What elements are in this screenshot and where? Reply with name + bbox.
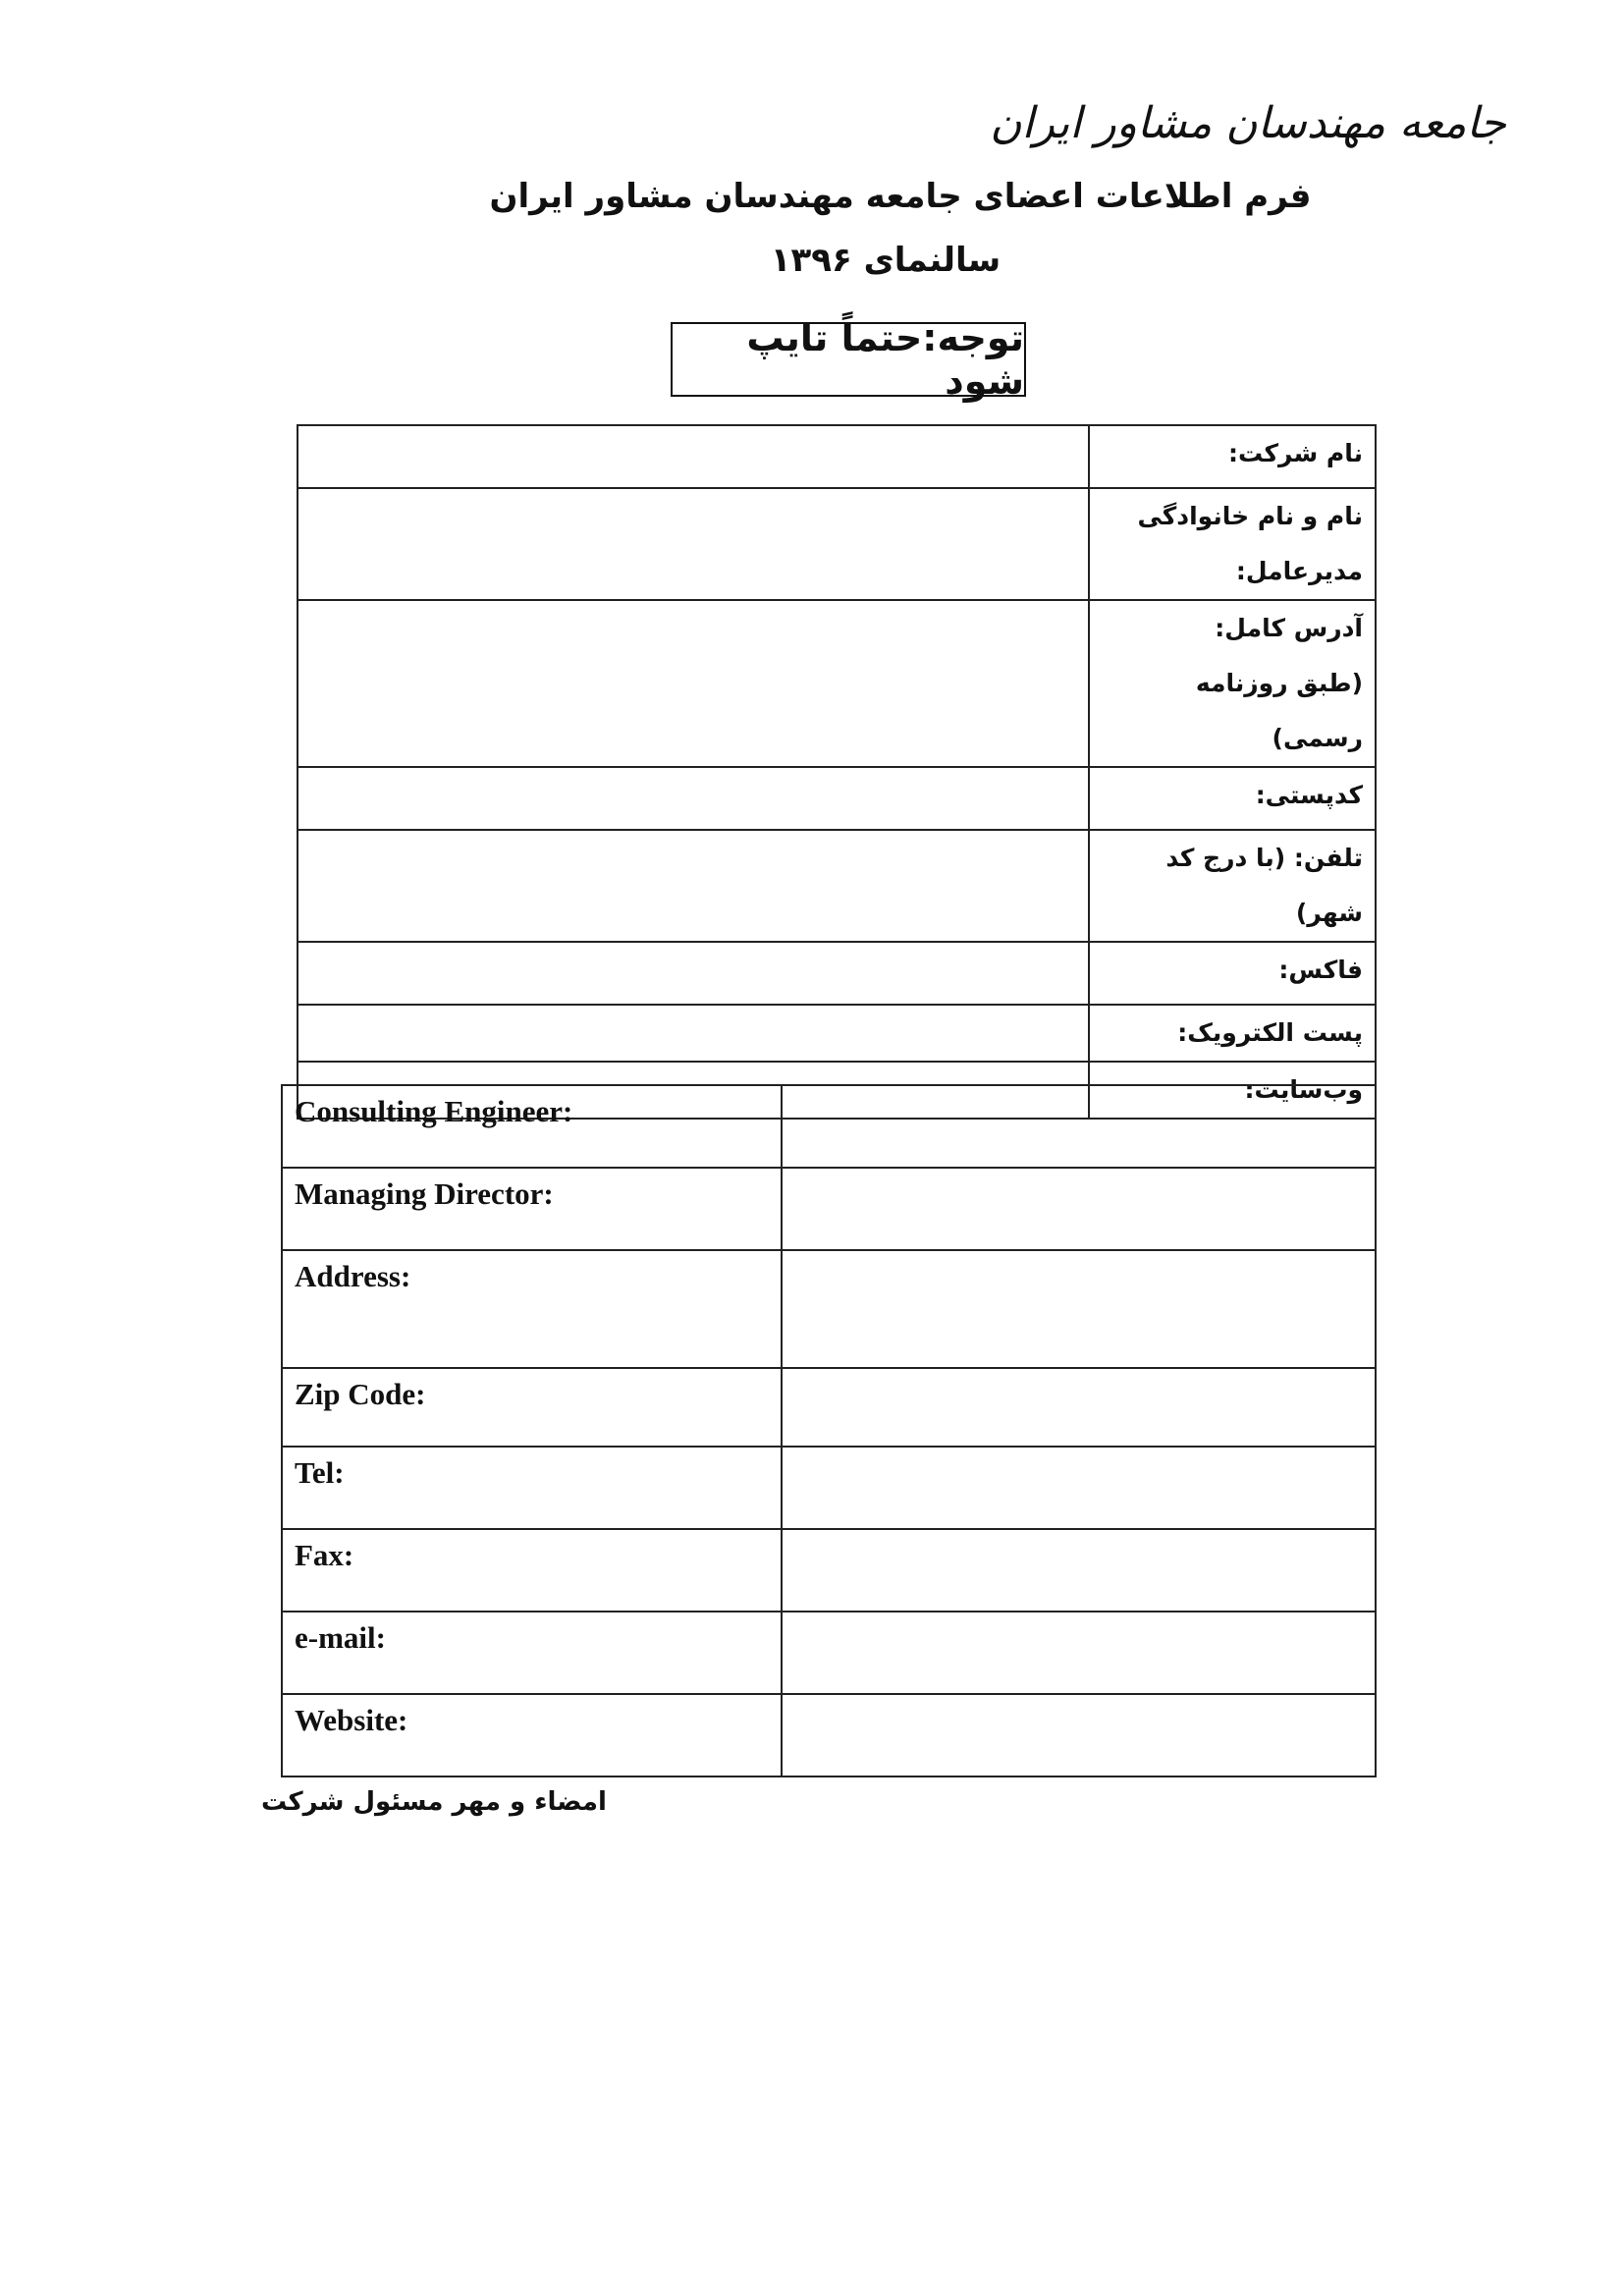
- typing-notice-box: توجه:حتماً تایپ شود: [671, 322, 1026, 397]
- tel-label: [282, 1447, 782, 1529]
- email-label: [1089, 1005, 1376, 1062]
- ceo-name-label: [1089, 488, 1376, 600]
- table-row: [298, 942, 1376, 1005]
- table-row: [282, 1168, 1376, 1250]
- fax-label-text: فاکس:: [1278, 956, 1363, 984]
- consulting-engineer-field[interactable]: [782, 1085, 1376, 1168]
- full-address-label-line2: (طبق روزنامه رسمی): [1195, 669, 1363, 752]
- table-row: [282, 1085, 1376, 1168]
- phone-field[interactable]: [298, 830, 1089, 942]
- website-en-field[interactable]: [782, 1694, 1376, 1777]
- organization-logo: جامعه مهندسان مشاور ایران: [990, 98, 1506, 148]
- fax-field[interactable]: [298, 942, 1089, 1005]
- website-label-text: وب‌سایت:: [1244, 1075, 1363, 1104]
- table-row: [298, 1005, 1376, 1062]
- fax-en-label: [282, 1529, 782, 1612]
- company-name-label: [1089, 425, 1376, 488]
- fax-label: [1089, 942, 1376, 1005]
- address-label: [282, 1250, 782, 1368]
- form-title: فرم اطلاعات اعضای جامعه مهندسان مشاور ایران: [489, 177, 1312, 216]
- email-field[interactable]: [298, 1005, 1089, 1062]
- yearbook-title: سالنمای ۱۳۹۶: [770, 241, 1001, 280]
- managing-director-label: [282, 1168, 782, 1250]
- ceo-name-label-line1: نام و نام خانوادگی: [1137, 502, 1363, 530]
- postal-code-field[interactable]: [298, 767, 1089, 830]
- phone-label: [1089, 830, 1376, 942]
- website-en-label-text: Website:: [295, 1703, 408, 1737]
- managing-director-label-text: Managing Director:: [295, 1176, 554, 1211]
- table-row: [282, 1447, 1376, 1529]
- signature-caption: امضاء و مهر مسئول شرکت: [261, 1787, 607, 1817]
- tel-label-text: Tel:: [295, 1455, 345, 1490]
- consulting-engineer-label-text: Consulting Engineer:: [295, 1094, 573, 1128]
- phone-label-text: تلفن: (با درج کد شهر): [1165, 844, 1363, 927]
- table-row: [282, 1368, 1376, 1447]
- table-row: [298, 488, 1376, 600]
- address-field[interactable]: [782, 1250, 1376, 1368]
- address-label-text: Address:: [295, 1259, 411, 1293]
- fax-en-field[interactable]: [782, 1529, 1376, 1612]
- email-en-label: [282, 1612, 782, 1694]
- table-row: [282, 1529, 1376, 1612]
- postal-code-label-text: کدپستی:: [1255, 781, 1363, 809]
- ceo-name-field[interactable]: [298, 488, 1089, 600]
- email-label-text: پست الکترویک:: [1177, 1018, 1363, 1047]
- company-name-label-text: نام شرکت:: [1228, 439, 1363, 467]
- zip-code-label-text: Zip Code:: [295, 1377, 426, 1411]
- consulting-engineer-label: [282, 1085, 782, 1168]
- table-row: [282, 1694, 1376, 1777]
- postal-code-label: [1089, 767, 1376, 830]
- english-info-table: [281, 1084, 1377, 1777]
- table-row: [298, 830, 1376, 942]
- table-row: [298, 600, 1376, 767]
- email-en-label-text: e-mail:: [295, 1620, 386, 1655]
- website-en-label: [282, 1694, 782, 1777]
- zip-code-label: [282, 1368, 782, 1447]
- farsi-info-table: [297, 424, 1377, 1120]
- ceo-name-label-line2: مدیرعامل:: [1235, 557, 1363, 585]
- email-en-field[interactable]: [782, 1612, 1376, 1694]
- tel-field[interactable]: [782, 1447, 1376, 1529]
- full-address-label-line1: آدرس کامل:: [1215, 614, 1363, 642]
- table-row: [282, 1250, 1376, 1368]
- full-address-field[interactable]: [298, 600, 1089, 767]
- table-row: [282, 1612, 1376, 1694]
- zip-code-field[interactable]: [782, 1368, 1376, 1447]
- full-address-label: [1089, 600, 1376, 767]
- company-name-field[interactable]: [298, 425, 1089, 488]
- table-row: [298, 425, 1376, 488]
- table-row: [298, 767, 1376, 830]
- managing-director-field[interactable]: [782, 1168, 1376, 1250]
- fax-en-label-text: Fax:: [295, 1538, 354, 1572]
